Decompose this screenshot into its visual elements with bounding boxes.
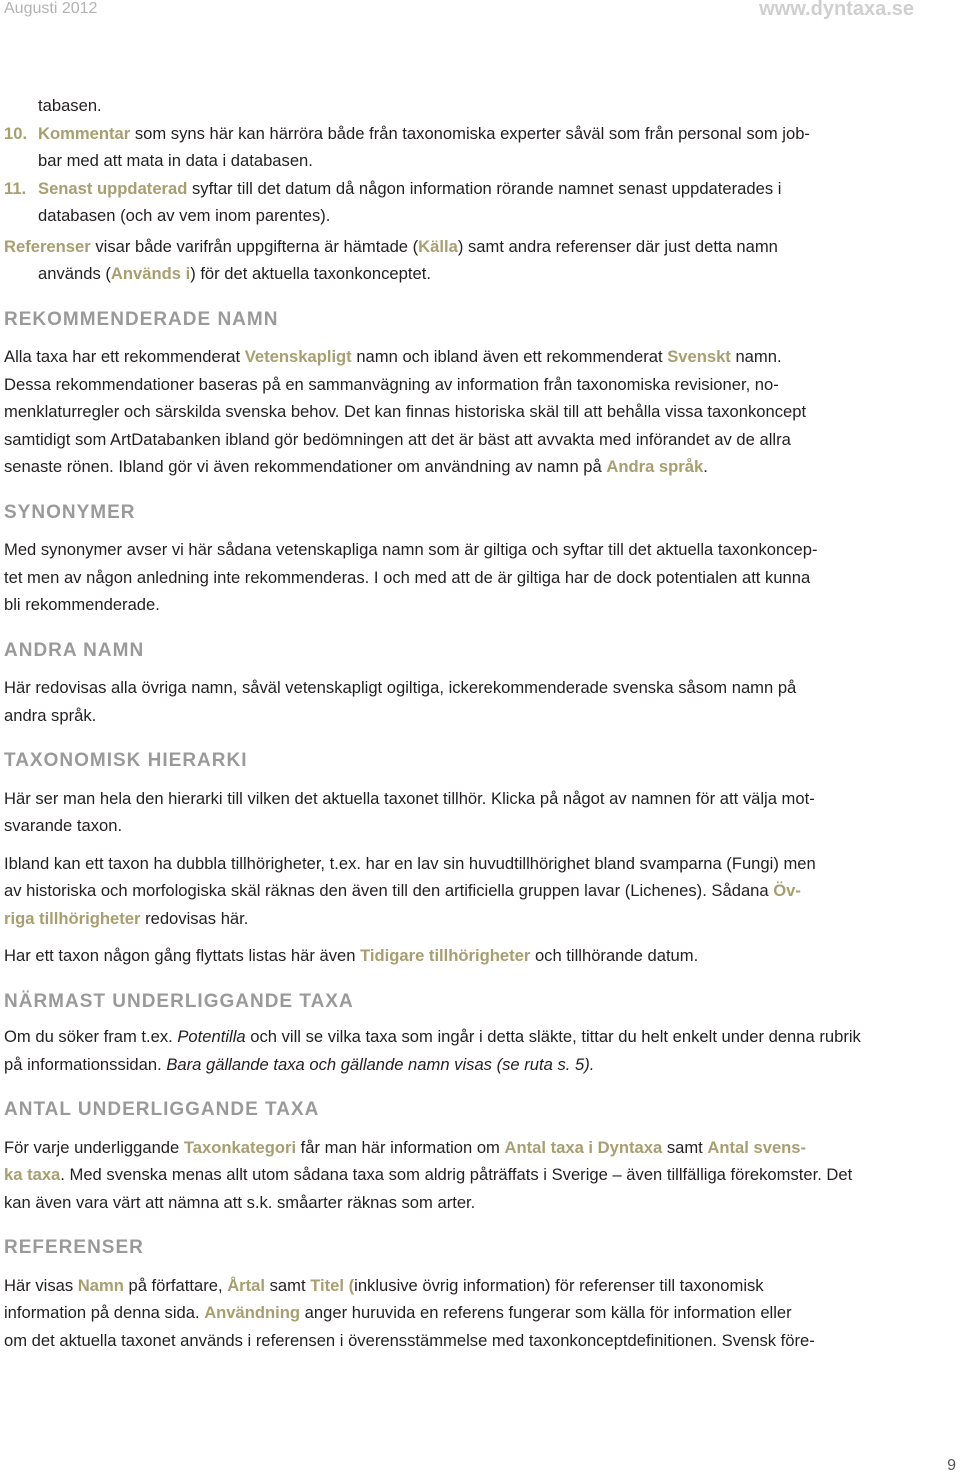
paragraph-hierarki-2: Ibland kan ett taxon ha dubbla tillhörigheter, t.ex. har en lav sin huvudtillhörighet bland svamparna (Fungi) men av historiska och morfologiska skäl räknas den även till den artificiella gruppen lavar (Lichenes). Sådana Öv- riga tillhörigheter redovisas här. [4,853,816,928]
paragraph-andra-namn: Här redovisas alla övriga namn, såväl vetenskapligt ogiltiga, ickerekommenderade svenska såsom namn på andra språk. [4,678,797,725]
list-item-10: 10. Kommentar som syns här kan härröra både från taxonomiska experter såväl som från personal som job- bar med att mata in data i databasen. [4,123,810,170]
page-number: 9 [947,1457,956,1474]
references-note: Referenser visar både varifrån uppgifterna är hämtade (Källa) samt andra referenser där just detta namn används (Används i) för det aktuella taxonkonceptet. [4,236,778,283]
item-continuation: tabasen. [38,96,102,115]
heading-synonymer: SYNONYMER [4,501,136,523]
paragraph-referenser: Här visas Namn på författare, Årtal samt Titel (inklusive övrig information) för referenser till taxonomisk information på denna sida. Användning anger huruvida en referens fungerar som källa för information eller om det aktuella taxonet används i referensen i överensstämmelse med taxonkonceptdefinitionen. Svensk före- [4,1275,815,1350]
heading-rekommenderade-namn: REKOMMENDERADE NAMN [4,308,279,330]
paragraph-narmast: Om du söker fram t.ex. Potentilla och vill se vilka taxa som ingår i detta släkte, tittar du helt enkelt under denna rubrik på informationssidan. Bara gällande taxa och gällande namn visas (se ruta s. 5). [4,1027,861,1074]
paragraph-synonymer: Med synonymer avser vi här sådana vetenskapliga namn som är giltiga och syftar till det aktuella taxonkoncep- tet men av någon anledning inte rekommenderas. I och med att de är giltiga har de dock potentialen att kunna bli rekommenderade. [4,540,818,614]
paragraph-hierarki-3: Har ett taxon någon gång flyttats listas här även Tidigare tillhörigheter och tillhörande datum. [4,946,699,965]
heading-antal-underliggande: ANTAL UNDERLIGGANDE TAXA [4,1099,320,1120]
heading-narmast-underliggande: NÄRMAST UNDERLIGGANDE TAXA [4,990,354,1012]
header-date: Augusti 2012 [4,0,98,17]
list-item-11: 11. Senast uppdaterad syftar till det datum då någon information rörande namnet senast uppdaterades i databasen (och av vem inom parentes). [4,178,782,225]
heading-andra-namn: ANDRA NAMN [4,639,145,661]
heading-taxonomisk-hierarki: TAXONOMISK HIERARKI [4,750,248,771]
page-content [4,92,916,1354]
paragraph-hierarki-1: Här ser man hela den hierarki till vilken det aktuella taxonet tillhör. Klicka på något av namnen för att välja mot- svarande taxon. [4,788,815,835]
paragraph-antal: För varje underliggande Taxonkategori får man här information om Antal taxa i Dyntaxa samt Antal svens- ka taxa. Med svenska menas allt utom sådana taxa som aldrig påträffats i Sverige – även tillfälliga förekomster. Det kan även vara värt att nämna att s.k. småarter räknas som arter. [4,1137,853,1212]
paragraph-rekommenderade: Alla taxa har ett rekommenderat Vetenskapligt namn och ibland även ett rekommenderat Svenskt namn. Dessa rekommendationer baseras på en sammanvägning av information från taxonomiska revisioner, no- menklaturregler och särskilda svenska behov. Det kan finnas historiska skäl till att behålla vissa taxonkoncept samtidigt som ArtDatabanken ibland gör bedömningen att det är bäst att avvakta med införandet av de allra senaste rönen. Ibland gör vi även rekommendationer om användning av namn på Andra språk. [4,347,807,476]
heading-referenser: REFERENSER [4,1237,144,1258]
header-website: www.dyntaxa.se [759,0,914,20]
